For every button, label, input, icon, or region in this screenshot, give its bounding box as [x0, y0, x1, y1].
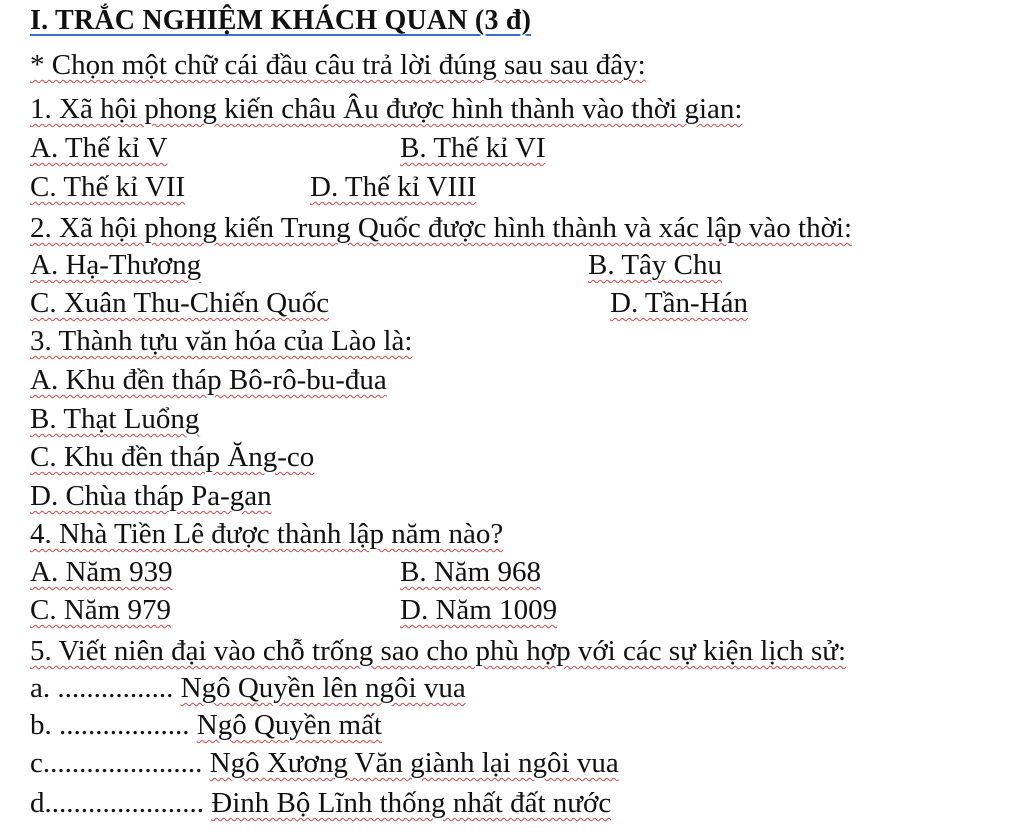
question-2-prompt [30, 209, 852, 247]
blank-a-prefix: a. ................ [30, 672, 174, 704]
blank-a-text: Ngô Quyền lên ngôi vua [180, 672, 466, 704]
question-4-options-row-2 [30, 591, 990, 629]
blank-c-text: Ngô Xương Văn giành lại ngôi vua [209, 747, 619, 779]
option-3b-text: B. Thạt Luổng [30, 403, 200, 435]
option-4b: B. Năm 968 [400, 556, 541, 588]
instruction-text: * Chọn một chữ cái đầu câu trả lời đúng sau sau đây: [30, 49, 646, 81]
option-3d [30, 477, 272, 515]
question-4-options-row-1 [30, 553, 990, 591]
blank-row-c [30, 744, 619, 782]
blank-c-prefix: c...................... [30, 747, 203, 779]
option-2c: C. Xuân Thu-Chiến Quốc [30, 287, 330, 319]
option-2b: B. Tây Chu [588, 249, 722, 281]
option-3a-text: A. Khu đền tháp Bô-rô-bu-đua [30, 364, 387, 396]
option-1c: C. Thế kỉ VII [30, 171, 186, 203]
option-4d: D. Năm 1009 [400, 594, 558, 626]
question-1-prompt [30, 90, 742, 128]
option-3c-text: C. Khu đền tháp Ăng-co [30, 441, 315, 473]
question-2-options-row-2 [30, 284, 990, 322]
blank-b-text: Ngô Quyền mất [196, 709, 382, 741]
question-4-text: 4. Nhà Tiền Lê được thành lập năm nào? [30, 518, 504, 550]
question-3-text: 3. Thành tựu văn hóa của Lào là: [30, 325, 413, 357]
blank-d-prefix: d...................... [30, 787, 204, 819]
question-3-prompt [30, 322, 412, 360]
question-5-prompt [30, 632, 846, 670]
blank-row-b [30, 706, 382, 744]
section-title-text: I. TRẮC NGHIỆM KHÁCH QUAN (3 đ) [30, 5, 532, 36]
option-1a: A. Thế kỉ V [30, 132, 168, 164]
option-1b: B. Thế kỉ VI [400, 132, 546, 164]
option-3a [30, 361, 387, 399]
option-1d: D. Thế kỉ VIII [310, 171, 477, 203]
blank-d-text: Đinh Bộ Lĩnh thống nhất đất nước [211, 787, 612, 819]
section-title [30, 2, 531, 40]
question-2-options-row-1 [30, 246, 990, 284]
option-2a: A. Hạ-Thương [30, 249, 202, 281]
question-1-options-row-2 [30, 168, 990, 206]
option-3b [30, 400, 199, 438]
option-3d-text: D. Chùa tháp Pa-gan [30, 480, 272, 512]
blank-row-a [30, 669, 466, 707]
option-2d: D. Tần-Hán [610, 287, 748, 319]
option-4a: A. Năm 939 [30, 556, 173, 588]
blank-b-prefix: b. .................. [30, 709, 190, 741]
blank-row-d [30, 784, 611, 822]
question-2-text: 2. Xã hội phong kiến Trung Quốc được hình thành và xác lập vào thời: [30, 212, 853, 244]
question-1-options-row-1 [30, 129, 990, 167]
instruction [30, 46, 646, 84]
option-3c [30, 438, 314, 476]
option-4c: C. Năm 979 [30, 594, 171, 626]
question-1-text: 1. Xã hội phong kiến châu Âu được hình thành vào thời gian: [30, 93, 743, 125]
question-5-text: 5. Viết niên đại vào chỗ trống sao cho phù hợp với các sự kiện lịch sử: [30, 635, 847, 667]
question-4-prompt [30, 515, 503, 553]
